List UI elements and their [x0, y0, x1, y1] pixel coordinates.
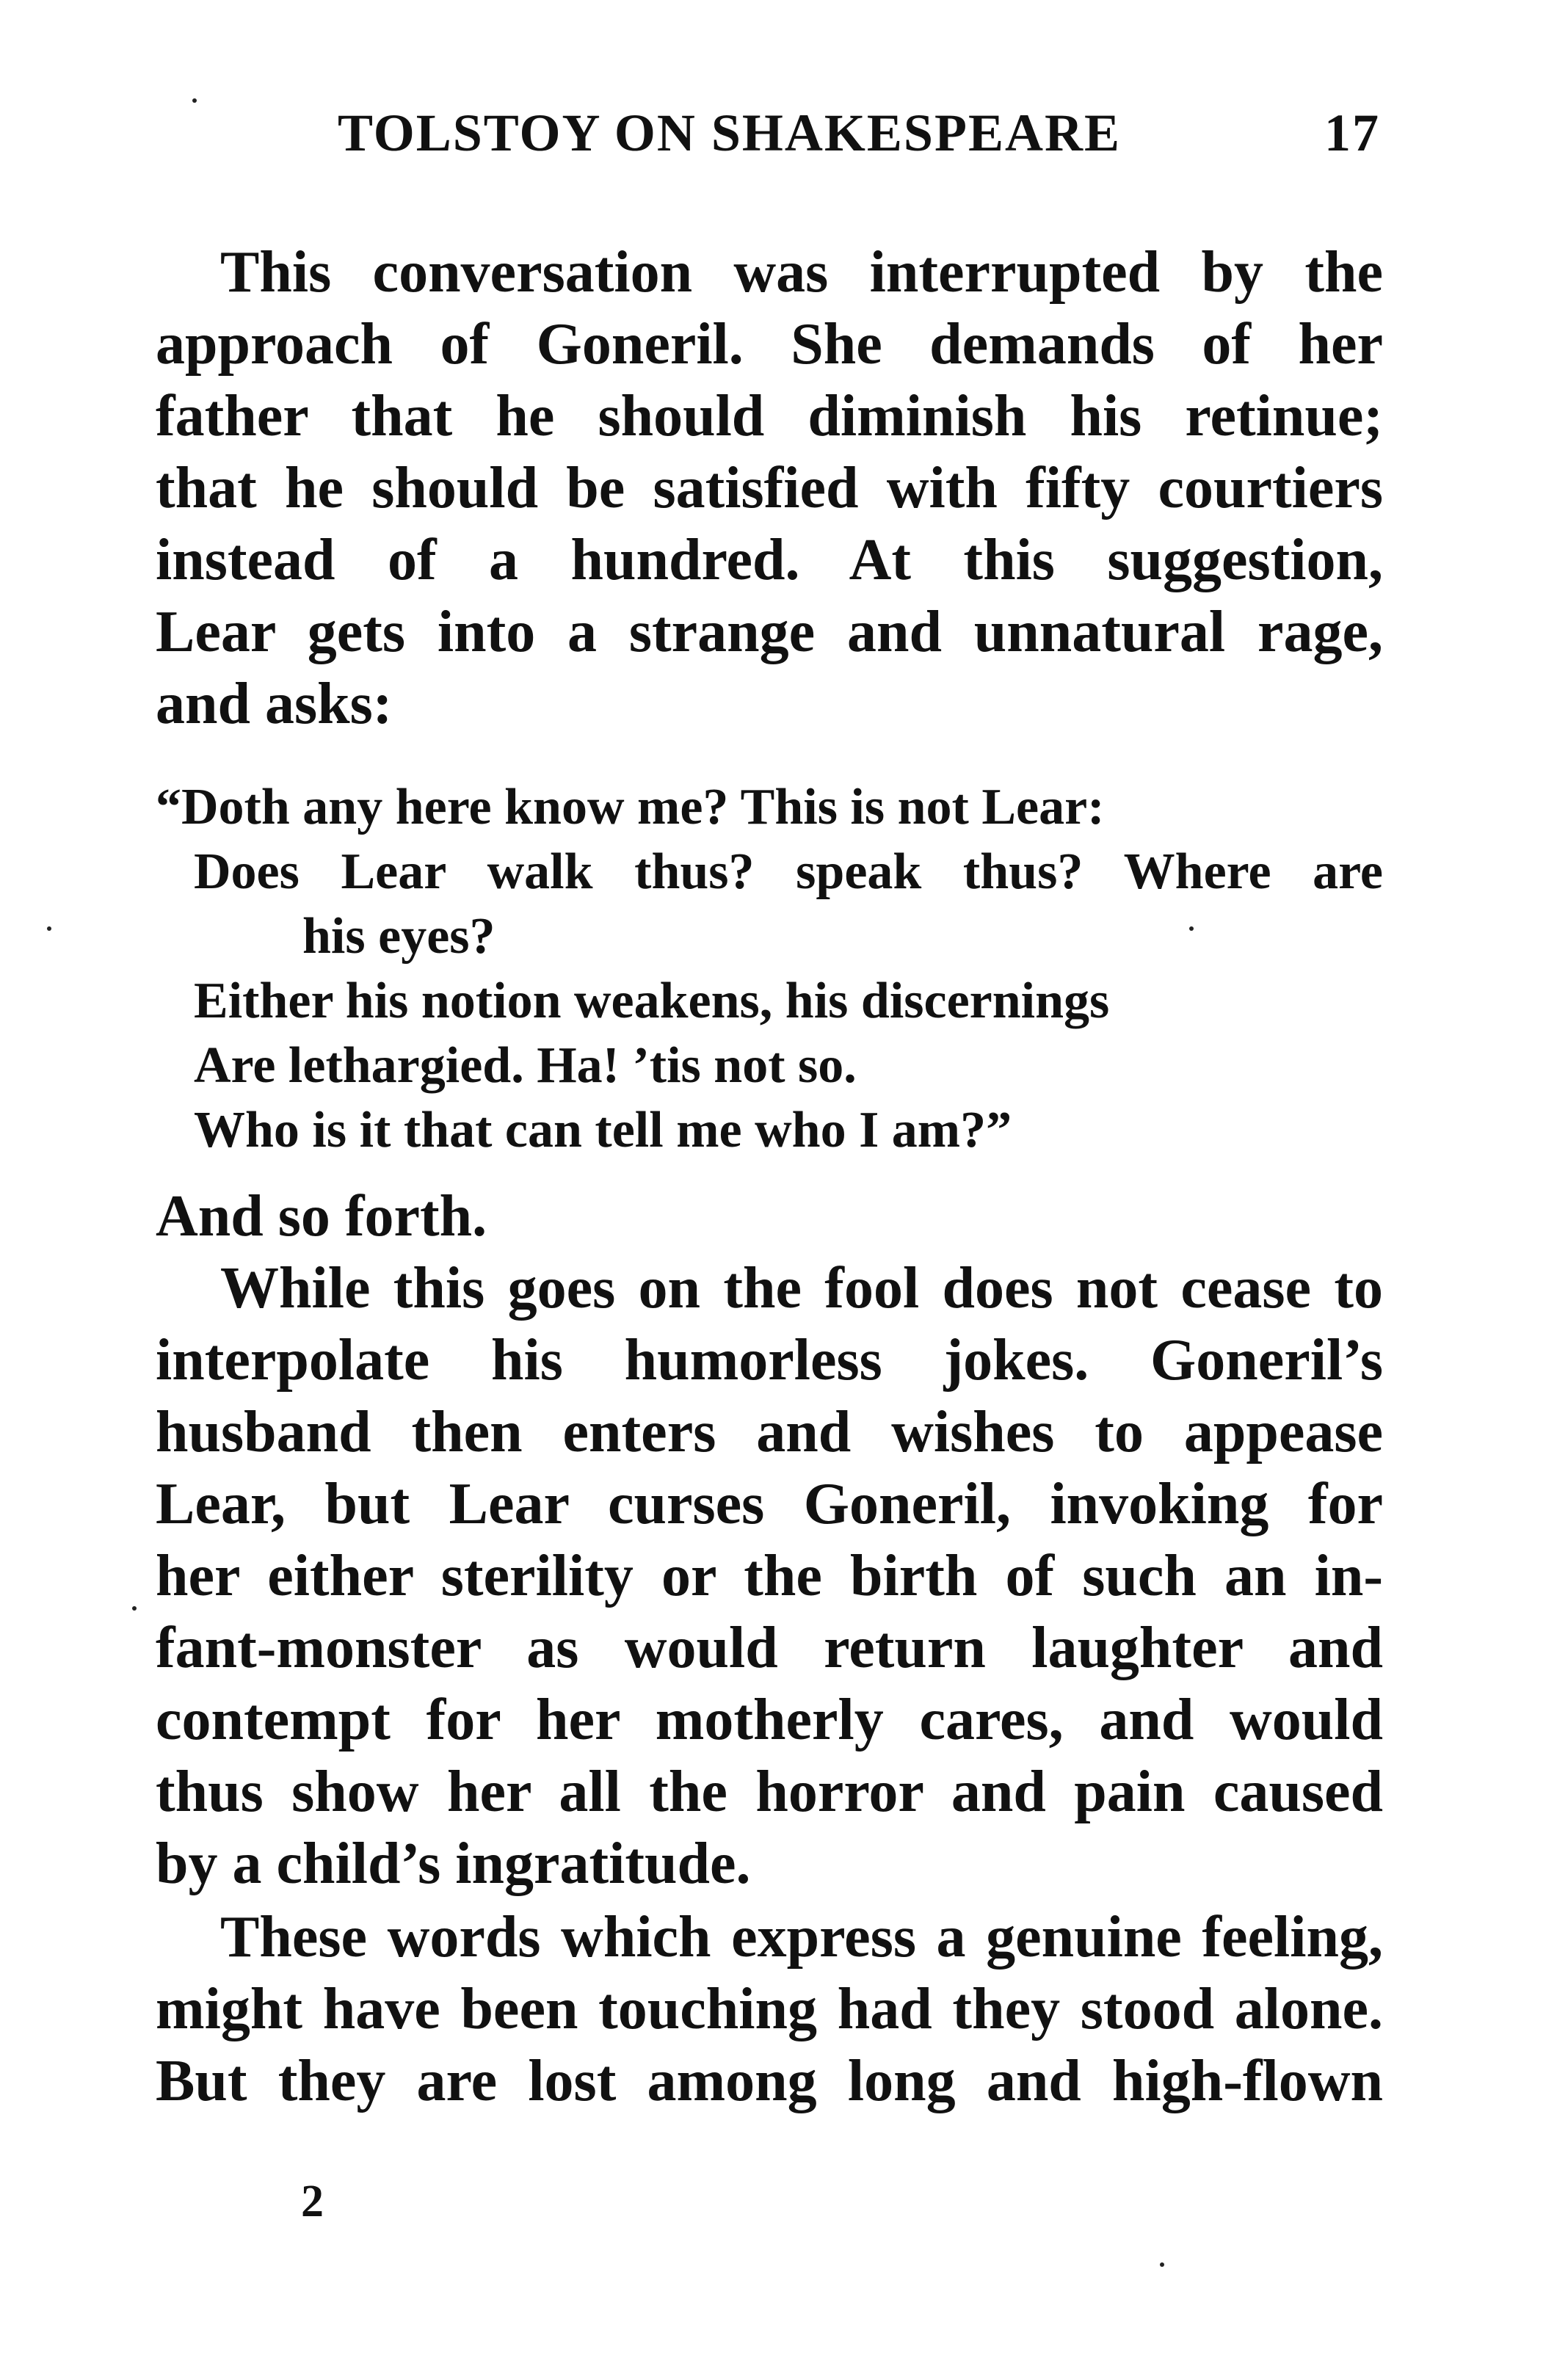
scan-speck [1160, 2262, 1164, 2267]
verse-line: Either his notion weakens, his discernings [194, 973, 1110, 1029]
scan-speck [132, 1606, 137, 1611]
text-line: approach of Goneril. She demands of her [156, 312, 1383, 377]
text-line: contempt for her motherly cares, and would [156, 1688, 1383, 1752]
text-line: This conversation was interrupted by the [220, 240, 1383, 305]
verse-line: his eyes? [302, 908, 496, 965]
page-number: 17 [1324, 104, 1380, 162]
text-line: her either sterility or the birth of such an in- [156, 1544, 1383, 1608]
text-line: interpolate his humorless jokes. Goneril’s [156, 1328, 1383, 1393]
scan-speck [1189, 926, 1194, 931]
text-line: fant-monster as would return laughter and [156, 1616, 1383, 1680]
paragraph-3 [156, 1901, 1383, 2117]
signature-mark: 2 [301, 2177, 324, 2226]
text-line: thus show her all the horror and pain caused [156, 1760, 1383, 1824]
text-line: by a child’s ingratitude. [156, 1832, 751, 1896]
text-line: and asks: [156, 672, 393, 736]
text-line: husband then enters and wishes to appease [156, 1400, 1383, 1464]
text-line: father that he should diminish his retinue; [156, 384, 1383, 449]
verse-quotation [156, 775, 1383, 1163]
text-line: that he should be satisfied with fifty courtiers [156, 456, 1383, 520]
running-head [338, 103, 1380, 169]
verse-line: Does Lear walk thus? speak thus? Where are [194, 843, 1383, 900]
text-line: instead of a hundred. At this suggestion, [156, 528, 1383, 592]
text-line: But they are lost among long and high-flown [156, 2049, 1383, 2113]
text-line: Lear gets into a strange and unnatural rage, [156, 600, 1383, 664]
paragraph-1 [156, 236, 1383, 740]
text-line: While this goes on the fool does not cease to [220, 1256, 1383, 1321]
scan-speck [192, 98, 197, 103]
verse-line: Are lethargied. Ha! ’tis not so. [194, 1037, 857, 1094]
text-line: might have been touching had they stood alone. [156, 1977, 1383, 2041]
text-line: Lear, but Lear curses Goneril, invoking for [156, 1472, 1383, 1536]
scan-speck [47, 926, 51, 931]
after-quote [156, 1180, 1383, 1252]
text-line: And so forth. [156, 1184, 487, 1249]
running-title: TOLSTOY ON SHAKESPEARE [338, 104, 1121, 162]
paragraph-2 [156, 1252, 1383, 1900]
verse-line: Who is it that can tell me who I am?” [194, 1102, 1012, 1158]
verse-line: “Doth any here know me? This is not Lear: [156, 779, 1105, 835]
text-line: These words which express a genuine feeling, [220, 1905, 1383, 1970]
